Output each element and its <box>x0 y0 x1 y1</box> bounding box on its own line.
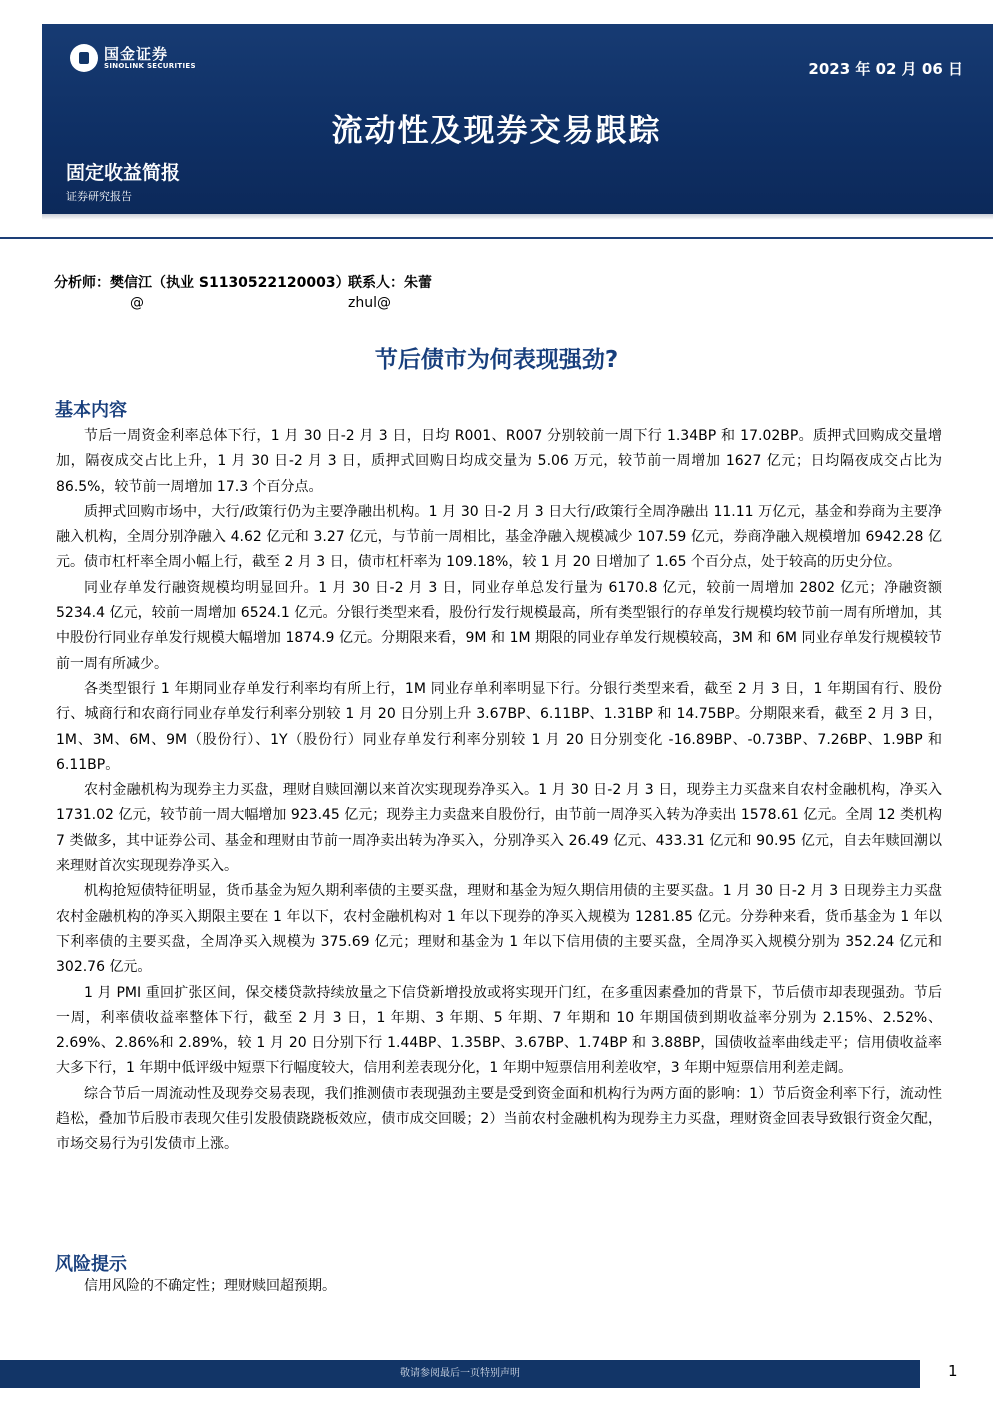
brand-name-cn: 国金证券 <box>104 44 169 63</box>
paragraph: 同业存单发行融资规模均明显回升。1 月 30 日-2 月 3 日，同业存单总发行量为 6170.8 亿元，较前一周增加 2802 亿元；净融资额 5234.4 亿元，较前一周增加 6524.1 亿元。分银行类型来看，股份行发行规模最高，所有类型银行的存单发行规模均较节前一周有所增加，其中股份行同业存单发行规模大幅增加 1874.9 亿元。分期限来看，9M 和 1M 期限的同业存单发行规模较高，3M 和 6M 同业存单发行规模较节前一周有所减少。 <box>56 579 942 672</box>
brand-name-en: SINOLINK SECURITIES <box>104 61 196 70</box>
report-title: 流动性及现券交易跟踪 <box>331 113 662 149</box>
risk-text: 信用风险的不确定性；理财赎回超预期。 <box>84 1278 336 1294</box>
analyst-info <box>54 273 350 313</box>
paragraph: 农村金融机构为现券主力买盘，理财自赎回潮以来首次实现现券净买入。1 月 30 日-2 月 3 日，现券主力买盘来自农村金融机构，净买入 1731.02 亿元，较节前一周大幅增加 923.45 亿元；现券主力卖盘来自股份行，由节前一周净买入转为净卖出 1578.61 亿元。全周 12 类机构 7 类做多，其中证券公司、基金和理财由节前一周净卖出转为净买入，分别净买入 26.49 亿元、433.31 亿元和 90.95 亿元，自去年赎回潮以来理财首次实现现券净买入。 <box>56 782 942 875</box>
paragraph: 质押式回购市场中，大行/政策行仍为主要净融出机构。1 月 30 日-2 月 3 日大行/政策行全周净融出 11.11 万亿元，基金和券商为主要净融入机构，全周分别净融入 4.62 亿元和 3.27 亿元，与节前一周相比，基金净融入规模减少 107.59 亿元，券商净融入规模增加 6942.28 亿元。债市杠杆率全周小幅上行，截至 2 月 3 日，债市杠杆率为 109.18%，较 1 月 20 日增加了 1.65 个百分点，处于较高的历史分位。 <box>56 503 942 571</box>
analyst-line: 分析师：樊信江（执业 S1130522120003） <box>54 275 350 291</box>
paragraph: 各类型银行 1 年期同业存单发行利率均有所上行，1M 同业存单利率明显下行。分银行类型来看，截至 2 月 3 日，1 年期国有行、股份行、城商行和农商行同业存单发行利率分别较 1 月 20 日分别上升 3.67BP、6.11BP、1.31BP 和 14.75BP。分期限来看，截至 2 月 3 日，1M、3M、6M、9M（股份行）、1Y（股份行）同业存单发行利率分别较 1 月 20 日分别变化 -16.89BP、-0.73BP、7.26BP、1.9BP 和 6.11BP。 <box>56 680 942 773</box>
report-headline: 节后债市为何表现强劲? <box>374 347 619 373</box>
section-title-basic: 基本内容 <box>55 400 127 421</box>
report-body <box>56 424 942 1158</box>
logo-icon <box>70 44 98 72</box>
brand-logo <box>70 44 196 72</box>
paragraph: 节后一周资金利率总体下行，1 月 30 日-2 月 3 日，日均 R001、R007 分别较前一周下行 1.34BP 和 17.02BP。质押式回购成交量增加，隔夜成交占比上升，1 月 30 日-2 月 3 日，质押式回购日均成交量为 5.06 万元，较节前一周增加 1627 亿元；日均隔夜成交占比为 86.5%，较节前一周增加 17.3 个百分点。 <box>56 428 942 495</box>
footer-disclaimer: 敬请参阅最后一页特别声明 <box>0 1360 920 1388</box>
analyst-email: @ <box>130 295 144 311</box>
header-shadow <box>42 214 993 220</box>
paragraph: 1 月 PMI 重回扩张区间，保交楼贷款持续放量之下信贷新增投放或将实现开门红，在多重因素叠加的背景下，节后债市却表现强劲。节后一周，利率债收益率整体下行，截至 2 月 3 日，1 年期、3 年期、5 年期、7 年期和 10 年期国债到期收益率分别为 2.15%、2.52%、2.69%、2.86%和 2.89%，较 1 月 20 日分别下行 1.44BP、1.35BP、3.67BP、1.74BP 和 3.88BP，国债收益率曲线走平；信用债收益率大多下行，1 年期中低评级中短票下行幅度较大，信用利差表现分化，1 年期中短票信用利差收窄，3 年期中短票信用利差走阔。 <box>56 984 942 1077</box>
page-number: 1 <box>948 1362 958 1380</box>
paragraph: 机构抢短债特征明显，货币基金为短久期利率债的主要买盘，理财和基金为短久期信用债的主要买盘。1 月 30 日-2 月 3 日现券主力买盘农村金融机构的净买入期限主要在 1 年以下，农村金融机构对 1 年以下现券的净买入规模为 1281.85 亿元。分券种来看，货币基金为 1 年以下利率债的主要买盘，全周净买入规模为 375.69 亿元；理财和基金为 1 年以下信用债的主要买盘，全周净买入规模分别为 352.24 亿元和 302.76 亿元。 <box>56 883 942 976</box>
contact-info <box>348 273 432 313</box>
paragraph: 综合节后一周流动性及现券交易表现，我们推测债市表现强劲主要是受到资金面和机构行为两方面的影响：1）节后资金利率下行，流动性趋松，叠加节后股市表现欠佳引发股债跷跷板效应，债市成交回暖；2）当前农村金融机构为现券主力买盘，理财资金回表导致银行资金欠配，市场交易行为引发债市上涨。 <box>56 1085 942 1153</box>
header-divider <box>0 237 993 239</box>
report-subtitle: 固定收益简报 <box>66 162 181 184</box>
section-title-risk: 风险提示 <box>55 1254 127 1275</box>
report-type: 证券研究报告 <box>66 190 132 203</box>
report-date: 2023 年 02 月 06 日 <box>808 60 963 78</box>
contact-email: zhul@ <box>348 295 391 311</box>
contact-line: 联系人：朱蕾 <box>348 275 432 291</box>
